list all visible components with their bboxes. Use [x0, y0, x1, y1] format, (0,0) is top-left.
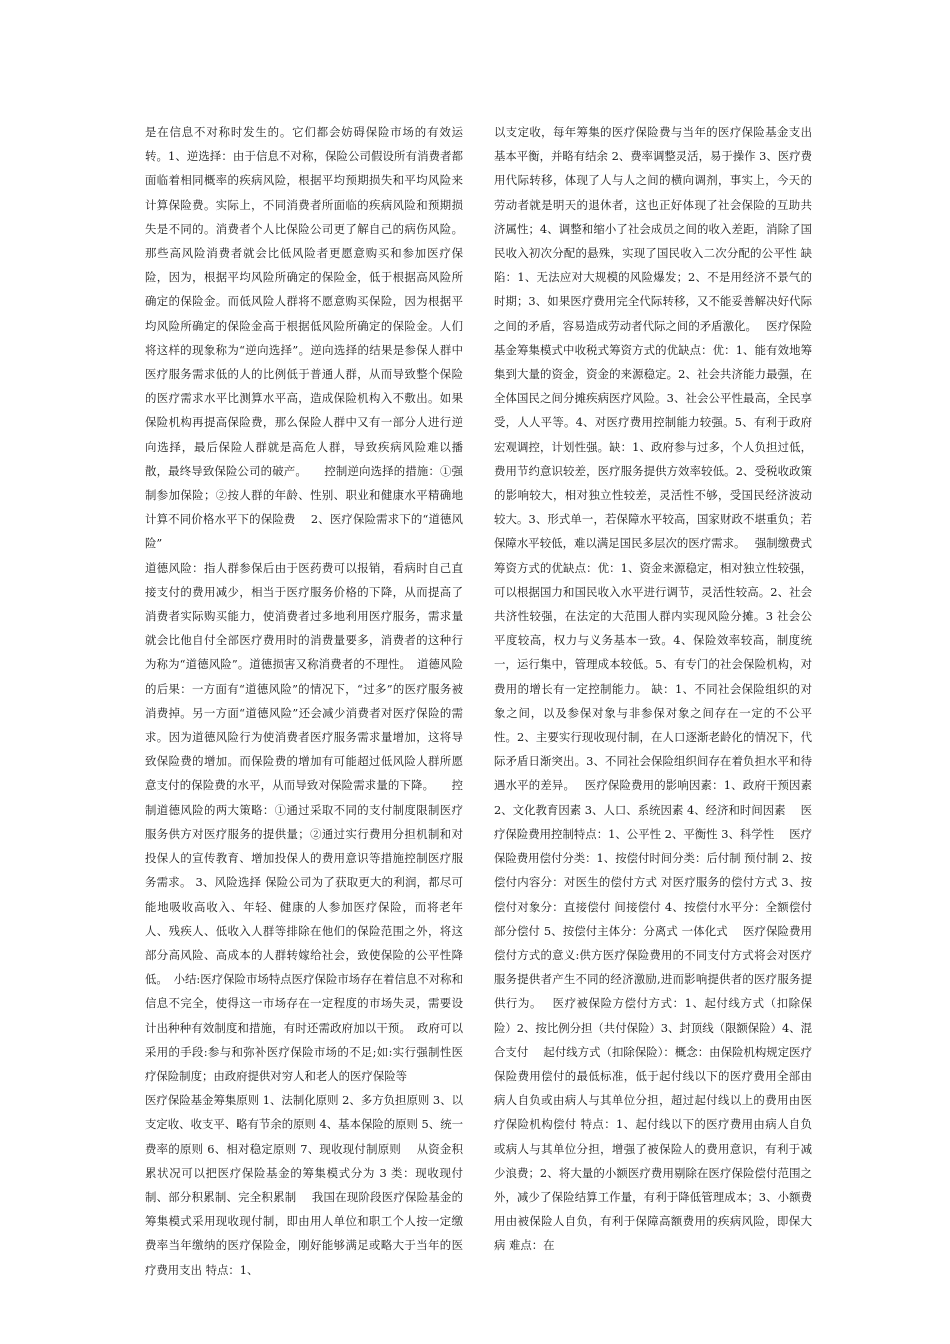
paragraph-financing-and-payment: 以支定收，每年筹集的医疗保险费与当年的医疗保险基金支出基本平衡，并略有结余 2、费率调整灵活，易于操作 3、医疗费用代际转移，体现了人与人之间的横向调剂，事实上，今天的劳动者就是明天的退休者，这也正好体现了社会保险的互助共济属性；4、调整和缩小了社会成员之间的收入差距，消除了国民收入初次分配的悬殊，实现了国民收入二次分配的公平性 缺陷：1、无法应对大规模的风险爆发；2、不是用经济不景气的时期；3、如果医疗费用完全代际转移，又不能妥善解决好代际之间的矛盾，容易造成劳动者代际之间的矛盾激化。 医疗保险基金筹集模式中收税式筹资方式的优缺点：优：1、能有效地筹集到大量的资金，资金的来源稳定。2、社会共济能力最强，在全体国民之间分摊疾病医疗风险。3、社会公平性最高，全民享受，人人平等。4、对医疗费用控制能力较强。5、有利于政府宏观调控，计划性强。缺：1、政府参与过多，个人负担过低，费用节约意识较差，医疗服务提供方效率较低。2、受税收政策的影响较大，相对独立性较差，灵活性不够，受国民经济波动较大。3、形式单一，若保障水平较高，国家财政不堪重负；若保障水平较低，难以满足国民多层次的医疗需求。 强制缴费式筹资方式的优缺点：优：1、资金来源稳定，相对独立性较强，可以根据国力和国民收入水平进行调节，灵活性较高。2、社会共济性较强，在法定的大范围人群内实现风险分摊。3 社会公平度较高，权力与义务基本一致。4、保险效率较高，制度统一，运行集中，管理成本较低。5、有专门的社会保险机构，对费用的增长有一定控制能力。 缺：1、不同社会保险组织的对象之间，以及参保对象与非参保对象之间存在一定的不公平性。2、主要实行现收现付制，在人口逐渐老龄化的情况下，代际矛盾日渐突出。3、不同社会保险组织间存在着负担水平和待遇水平的差异。 医疗保险费用的影响因素：1、政府干预因素 2、文化教育因素 3、人口、系统因素 4、经济和时间因素 医疗保险费用控制特点：1、公平性 2、平衡性 3、科学性 医疗保险费用偿付分类：1、按偿付时间分类：后付制 预付制 2、按偿付内容分：对医生的偿付方式 对医疗服务的偿付方式 3、按偿付对象分：直接偿付 间接偿付 4、按偿付水平分：全额偿付 部分偿付 5、按偿付主体分：分离式 一体化式 医疗保险费用偿付方式的意义:供方医疗保险费用的不同支付方式将会对医疗服务提供者产生不同的经济激励,进而影响提供者的医疗服务提供行为。 医疗被保险方偿付方式：1、起付线方式（扣除保险）2、按比例分担（共付保险）3、封顶线（限额保险）4、混合支付 起付线方式（扣除保险）：概念：由保险机构规定医疗保险费用偿付的最低标准，低于起付线以下的医疗费用全部由病人自负或由病人与其单位分担，超过起付线以上的费用由医疗保险机构偿付 特点：1、起付线以下的医疗费用由病人自负或病人与其单位分担，增强了被保险人的费用意识，有利于减少浪费；2、将大量的小额医疗费用剔除在医疗保险偿付范围之外，减少了保险结算工作量，有利于降低管理成本；3、小额费用由被保险人自负，有利于保障高额费用的疾病风险，即保大病 难点：在 [494, 125, 812, 1253]
paragraph-fund-principles: 医疗保险基金筹集原则 1、法制化原则 2、多方负担原则 3、以支定收、收支平、略有节余的原则 4、基本保险的原则 5、统一费率的原则 6、相对稳定原则 7、现收现付制原则 从资金积累状况可以把医疗保险基金的筹集模式分为 3 类：现收现付制、部分积累制、完全积累制 我国在现阶段医疗保险基金的筹集模式采用现收现付制，即由用人单位和职工个人按一定缴费率当年缴纳的医疗保险金，刚好能够满足或略大于当年的医疗费用支出 特点：1、 [145, 1093, 463, 1277]
paragraph-reverse-selection: 是在信息不对称时发生的。它们都会妨碍保险市场的有效运转。1、逆选择：由于信息不对称，保险公司假设所有消费者都面临着相同概率的疾病风险，根据平均预期损失和平均风险来计算保险费。实际上，不同消费者所面临的疾病风险和预期损失是不同的。消费者个人比保险公司更了解自己的病伤风险。那些高风险消费者就会比低风险者更愿意购买和参加医疗保险，因为，根据平均风险所确定的保险金，低于根据高风险所确定的保险金。而低风险人群将不愿意购买保险，因为根据平均风险所确定的保险金高于根据低风险所确定的保险金。人们将这样的现象称为“逆向选择”。逆向选择的结果是参保人群中医疗服务需求低的人的比例低于普通人群，从而导致整个保险的医疗需求水平比测算水平高，造成保险机构入不敷出。如果保险机构再提高保险费，那么保险人群中又有一部分人进行逆向选择，最后保险人群就是高危人群，导致疾病风险难以播散，最终导致保险公司的破产。 控制逆向选择的措施：①强制参加保险；②按人群的年龄、性别、职业和健康水平精确地计算不同价格水平下的保险费 2、医疗保险需求下的“道德风险” [145, 125, 463, 551]
paragraph-moral-hazard: 道德风险：指人群参保后由于医药费可以报销，看病时自己直接支付的费用减少，相当于医疗服务价格的下降，从而提高了消费者实际购买能力，使消费者过多地利用医疗服务，需求量就会比他自付全部医疗费用时的消费量要多，消费者的这种行为称为“道德风险”。道德损害又称消费者的不理性。 道德风险的后果：一方面有“道德风险”的情况下，“过多”的医疗服务被消费掉。另一方面“道德风险”还会减少消费者对医疗保险的需求。因为道德风险行为使消费者医疗服务需求量增加，这将导致保险费的增加。而保险费的增加有可能超过低风险人群所愿意支付的保险费的水平，从而导致对保险需求量的下降。 控制道德风险的两大策略：①通过采取不同的支付制度限制医疗服务供方对医疗服务的提供量；②通过实行费用分担机制和对投保人的宣传教育、增加投保人的费用意识等措施控制医疗服务需求。 3、风险选择 保险公司为了获取更大的利润，都尽可能地吸收高收入、年轻、健康的人参加医疗保险，而将老年人、残疾人、低收入人群等排除在他们的保险范围之外，将这部分高风险、高成本的人群转嫁给社会，致使保险的公平性降低。 小结:医疗保险市场特点医疗保险市场存在着信息不对称和信息不完全，使得这一市场存在一定程度的市场失灵，需要设计出种种有效制度和措施，有时还需政府加以干预。 政府可以采用的手段:参与和弥补医疗保险市场的不足;如:实行强制性医疗保险制度；由政府提供对穷人和老人的医疗保险等 [145, 560, 463, 1083]
left-text-column [145, 120, 463, 1277]
right-text-column [494, 120, 812, 1253]
